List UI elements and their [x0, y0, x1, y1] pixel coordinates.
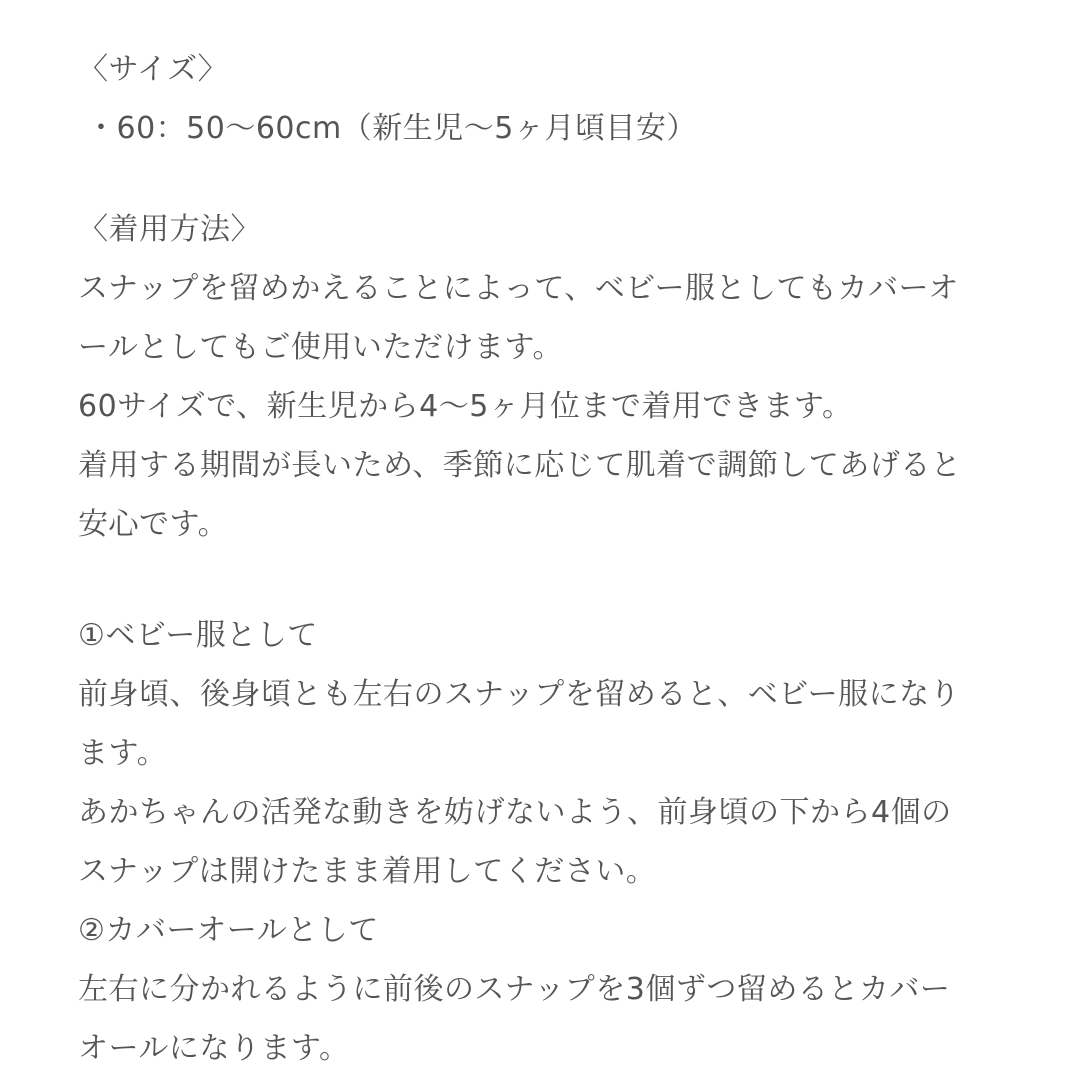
section-spacer — [78, 554, 1010, 606]
usage-mode-1-line-2: ます。 — [78, 736, 168, 771]
how-to-wear-heading: 〈着用方法〉 — [78, 212, 261, 247]
section-spacer — [78, 158, 1010, 200]
usage-mode-2-line-1: 左右に分かれるように前後のスナップを3個ずつ留めるとカバー — [78, 972, 951, 1007]
size-section — [78, 40, 1010, 158]
how-to-wear-section — [78, 200, 1010, 554]
size-heading: 〈サイズ〉 — [78, 52, 229, 87]
usage-modes-section — [78, 606, 1010, 1078]
usage-mode-1-line-4: スナップは開けたまま着用してください。 — [78, 854, 657, 889]
usage-mode-1-heading: ①ベビー服として — [78, 618, 318, 653]
how-to-wear-line-5: 安心です。 — [78, 507, 229, 542]
how-to-wear-line-3: 60サイズで、新生児から4〜5ヶ月位まで着用できます。 — [78, 389, 853, 424]
how-to-wear-line-4: 着用する期間が長いため、季節に応じて肌着で調節してあげると — [78, 448, 962, 483]
usage-mode-1-line-3: あかちゃんの活発な動きを妨げないよう、前身頃の下から4個の — [78, 795, 952, 830]
how-to-wear-line-1: スナップを留めかえることによって、ベビー服としてもカバーオ — [78, 271, 959, 306]
usage-mode-2-heading: ②カバーオールとして — [78, 913, 379, 948]
usage-mode-2-line-2: オールになります。 — [78, 1031, 350, 1066]
size-detail: ・60：50〜60cm（新生児〜5ヶ月頃目安） — [86, 111, 697, 146]
how-to-wear-line-2: ールとしてもご使用いただけます。 — [78, 330, 563, 365]
usage-mode-1-line-1: 前身頃、後身頃とも左右のスナップを留めると、ベビー服になり — [78, 677, 961, 712]
